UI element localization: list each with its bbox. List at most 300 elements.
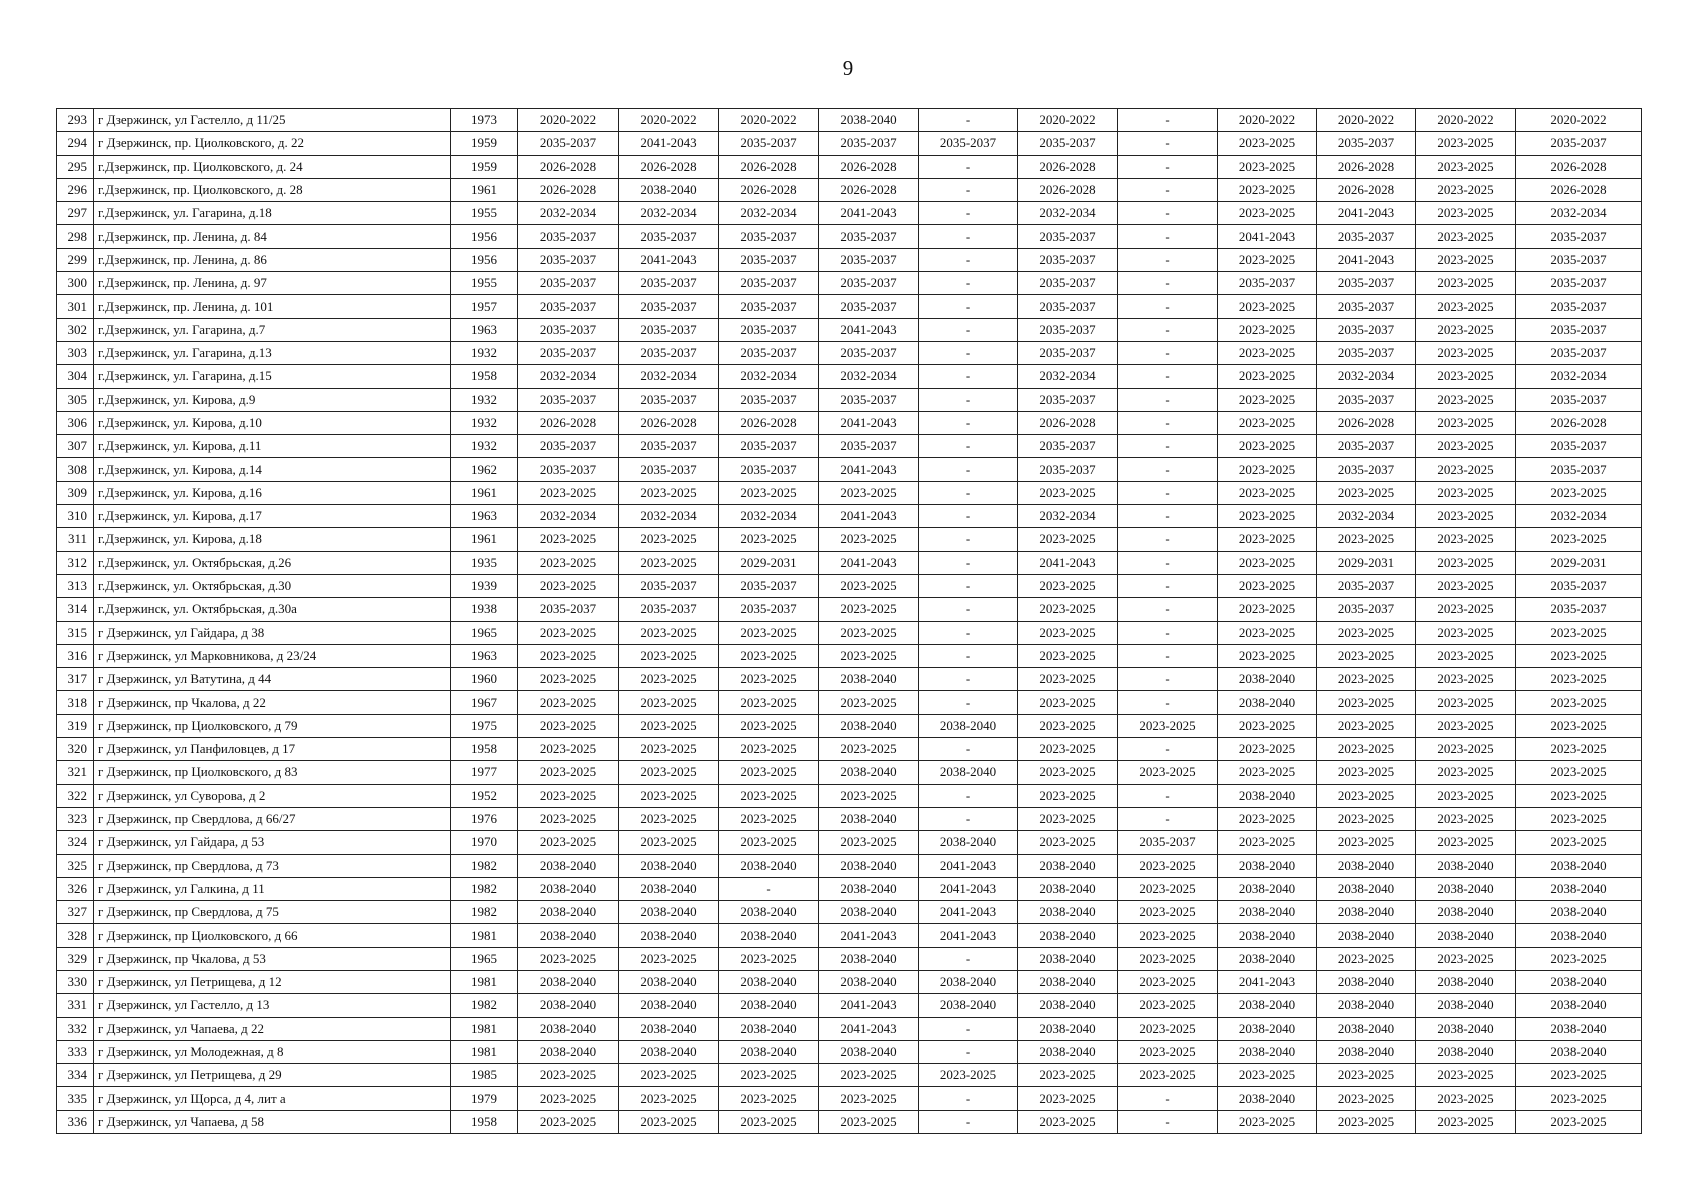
period-cell: 2023-2025 bbox=[1218, 435, 1317, 458]
period-cell: 2035-2037 bbox=[518, 132, 619, 155]
row-number: 293 bbox=[57, 109, 94, 132]
table-row bbox=[57, 1040, 1642, 1063]
period-cell: 2023-2025 bbox=[719, 668, 819, 691]
row-number: 300 bbox=[57, 272, 94, 295]
period-cell: 2023-2025 bbox=[1118, 994, 1218, 1017]
period-cell: 2023-2025 bbox=[1317, 1087, 1416, 1110]
table-row bbox=[57, 807, 1642, 830]
period-cell: - bbox=[1118, 1110, 1218, 1133]
period-cell: 2038-2040 bbox=[819, 854, 919, 877]
row-number: 335 bbox=[57, 1087, 94, 1110]
period-cell: 2038-2040 bbox=[1218, 994, 1317, 1017]
row-number: 295 bbox=[57, 155, 94, 178]
period-cell: 2023-2025 bbox=[1416, 318, 1516, 341]
year-cell: 1981 bbox=[451, 1040, 518, 1063]
period-cell: 2023-2025 bbox=[1317, 738, 1416, 761]
table-row bbox=[57, 505, 1642, 528]
period-cell: 2032-2034 bbox=[719, 365, 819, 388]
table-row bbox=[57, 970, 1642, 993]
row-number: 318 bbox=[57, 691, 94, 714]
period-cell: 2023-2025 bbox=[518, 528, 619, 551]
period-cell: 2023-2025 bbox=[1416, 388, 1516, 411]
address-cell: г.Дзержинск, ул. Кирова, д.17 bbox=[94, 505, 451, 528]
period-cell: 2038-2040 bbox=[1516, 1040, 1642, 1063]
period-cell: 2023-2025 bbox=[719, 481, 819, 504]
address-cell: г Дзержинск, пр Свердлова, д 66/27 bbox=[94, 807, 451, 830]
row-number: 328 bbox=[57, 924, 94, 947]
period-cell: - bbox=[919, 621, 1018, 644]
table-row bbox=[57, 109, 1642, 132]
period-cell: - bbox=[1118, 365, 1218, 388]
row-number: 306 bbox=[57, 411, 94, 434]
address-cell: г Дзержинск, ул Панфиловцев, д 17 bbox=[94, 738, 451, 761]
table-row bbox=[57, 947, 1642, 970]
period-cell: 2035-2037 bbox=[719, 295, 819, 318]
period-cell: 2023-2025 bbox=[1416, 225, 1516, 248]
year-cell: 1962 bbox=[451, 458, 518, 481]
period-cell: 2041-2043 bbox=[819, 1017, 919, 1040]
row-number: 314 bbox=[57, 598, 94, 621]
row-number: 312 bbox=[57, 551, 94, 574]
period-cell: 2041-2043 bbox=[919, 924, 1018, 947]
period-cell: - bbox=[1118, 178, 1218, 201]
period-cell: 2035-2037 bbox=[619, 574, 719, 597]
period-cell: 2038-2040 bbox=[619, 877, 719, 900]
period-cell: 2038-2040 bbox=[518, 901, 619, 924]
period-cell: 2026-2028 bbox=[518, 178, 619, 201]
address-cell: г Дзержинск, пр Циолковского, д 79 bbox=[94, 714, 451, 737]
address-cell: г Дзержинск, пр Циолковского, д 83 bbox=[94, 761, 451, 784]
period-cell: 2038-2040 bbox=[1416, 901, 1516, 924]
table-row bbox=[57, 854, 1642, 877]
period-cell: 2035-2037 bbox=[1317, 132, 1416, 155]
period-cell: - bbox=[919, 155, 1018, 178]
period-cell: 2032-2034 bbox=[518, 365, 619, 388]
period-cell: - bbox=[919, 784, 1018, 807]
period-cell: 2038-2040 bbox=[919, 761, 1018, 784]
period-cell: 2035-2037 bbox=[619, 295, 719, 318]
period-cell: 2023-2025 bbox=[619, 1064, 719, 1087]
address-cell: г.Дзержинск, ул. Гагарина, д.15 bbox=[94, 365, 451, 388]
period-cell: 2023-2025 bbox=[819, 831, 919, 854]
period-cell: 2035-2037 bbox=[619, 225, 719, 248]
period-cell: 2023-2025 bbox=[1218, 295, 1317, 318]
period-cell: 2023-2025 bbox=[1018, 621, 1118, 644]
period-cell: 2038-2040 bbox=[1218, 1040, 1317, 1063]
period-cell: 2038-2040 bbox=[1218, 1087, 1317, 1110]
period-cell: 2023-2025 bbox=[1416, 947, 1516, 970]
period-cell: 2035-2037 bbox=[1317, 458, 1416, 481]
period-cell: 2023-2025 bbox=[619, 807, 719, 830]
period-cell: 2038-2040 bbox=[1516, 970, 1642, 993]
period-cell: 2032-2034 bbox=[1317, 365, 1416, 388]
period-cell: 2038-2040 bbox=[1018, 877, 1118, 900]
period-cell: 2035-2037 bbox=[719, 598, 819, 621]
period-cell: - bbox=[919, 365, 1018, 388]
period-cell: 2023-2025 bbox=[619, 551, 719, 574]
year-cell: 1981 bbox=[451, 970, 518, 993]
period-cell: 2023-2025 bbox=[1416, 831, 1516, 854]
period-cell: - bbox=[1118, 551, 1218, 574]
period-cell: 2035-2037 bbox=[1516, 318, 1642, 341]
period-cell: 2023-2025 bbox=[518, 691, 619, 714]
period-cell: 2023-2025 bbox=[1218, 505, 1317, 528]
table-row bbox=[57, 994, 1642, 1017]
period-cell: 2023-2025 bbox=[719, 1087, 819, 1110]
period-cell: 2023-2025 bbox=[1416, 365, 1516, 388]
period-cell: - bbox=[1118, 481, 1218, 504]
row-number: 308 bbox=[57, 458, 94, 481]
period-cell: 2023-2025 bbox=[1317, 621, 1416, 644]
period-cell: 2035-2037 bbox=[1317, 388, 1416, 411]
period-cell: 2038-2040 bbox=[1416, 1040, 1516, 1063]
period-cell: - bbox=[919, 435, 1018, 458]
row-number: 296 bbox=[57, 178, 94, 201]
period-cell: 2023-2025 bbox=[518, 551, 619, 574]
period-cell: 2038-2040 bbox=[819, 668, 919, 691]
period-cell: 2023-2025 bbox=[1218, 1064, 1317, 1087]
period-cell: 2023-2025 bbox=[1416, 714, 1516, 737]
period-cell: 2023-2025 bbox=[819, 784, 919, 807]
period-cell: 2041-2043 bbox=[619, 248, 719, 271]
period-cell: 2035-2037 bbox=[1018, 341, 1118, 364]
period-cell: 2035-2037 bbox=[719, 341, 819, 364]
period-cell: 2026-2028 bbox=[1018, 178, 1118, 201]
period-cell: 2038-2040 bbox=[919, 970, 1018, 993]
period-cell: 2023-2025 bbox=[1516, 691, 1642, 714]
address-cell: г Дзержинск, ул Чапаева, д 22 bbox=[94, 1017, 451, 1040]
period-cell: 2023-2025 bbox=[1218, 318, 1317, 341]
address-cell: г.Дзержинск, ул. Кирова, д.18 bbox=[94, 528, 451, 551]
period-cell: 2038-2040 bbox=[619, 178, 719, 201]
row-number: 303 bbox=[57, 341, 94, 364]
period-cell: 2026-2028 bbox=[1516, 155, 1642, 178]
address-cell: г.Дзержинск, ул. Гагарина, д.13 bbox=[94, 341, 451, 364]
table-row bbox=[57, 435, 1642, 458]
year-cell: 1958 bbox=[451, 365, 518, 388]
period-cell: 2035-2037 bbox=[518, 225, 619, 248]
period-cell: 2023-2025 bbox=[819, 644, 919, 667]
period-cell: 2035-2037 bbox=[819, 272, 919, 295]
period-cell: 2023-2025 bbox=[1416, 505, 1516, 528]
table-row bbox=[57, 714, 1642, 737]
period-cell: 2035-2037 bbox=[719, 318, 819, 341]
period-cell: 2023-2025 bbox=[1218, 458, 1317, 481]
period-cell: 2038-2040 bbox=[1018, 924, 1118, 947]
period-cell: 2023-2025 bbox=[1416, 248, 1516, 271]
period-cell: 2023-2025 bbox=[619, 668, 719, 691]
period-cell: - bbox=[1118, 341, 1218, 364]
period-cell: - bbox=[919, 202, 1018, 225]
period-cell: 2041-2043 bbox=[619, 132, 719, 155]
period-cell: 2035-2037 bbox=[518, 388, 619, 411]
period-cell: - bbox=[919, 691, 1018, 714]
period-cell: 2038-2040 bbox=[619, 1040, 719, 1063]
table-row bbox=[57, 272, 1642, 295]
period-cell: 2026-2028 bbox=[1516, 411, 1642, 434]
period-cell: - bbox=[919, 1110, 1018, 1133]
period-cell: 2023-2025 bbox=[719, 761, 819, 784]
period-cell: 2020-2022 bbox=[1317, 109, 1416, 132]
period-cell: 2038-2040 bbox=[1516, 901, 1642, 924]
period-cell: 2041-2043 bbox=[1218, 970, 1317, 993]
table-row bbox=[57, 901, 1642, 924]
period-cell: 2020-2022 bbox=[1018, 109, 1118, 132]
year-cell: 1982 bbox=[451, 854, 518, 877]
row-number: 298 bbox=[57, 225, 94, 248]
period-cell: 2023-2025 bbox=[1218, 761, 1317, 784]
period-cell: - bbox=[919, 551, 1018, 574]
period-cell: - bbox=[919, 295, 1018, 318]
row-number: 326 bbox=[57, 877, 94, 900]
period-cell: 2035-2037 bbox=[518, 295, 619, 318]
period-cell: 2023-2025 bbox=[819, 574, 919, 597]
period-cell: 2035-2037 bbox=[1317, 225, 1416, 248]
period-cell: 2023-2025 bbox=[719, 1110, 819, 1133]
period-cell: 2038-2040 bbox=[1018, 854, 1118, 877]
period-cell: 2023-2025 bbox=[1018, 598, 1118, 621]
year-cell: 1956 bbox=[451, 248, 518, 271]
address-cell: г Дзержинск, ул Молодежная, д 8 bbox=[94, 1040, 451, 1063]
period-cell: 2038-2040 bbox=[619, 1017, 719, 1040]
period-cell: 2023-2025 bbox=[1118, 947, 1218, 970]
period-cell: 2023-2025 bbox=[518, 714, 619, 737]
period-cell: - bbox=[1118, 155, 1218, 178]
period-cell: 2038-2040 bbox=[1317, 924, 1416, 947]
period-cell: - bbox=[919, 574, 1018, 597]
period-cell: 2035-2037 bbox=[1317, 318, 1416, 341]
row-number: 307 bbox=[57, 435, 94, 458]
address-cell: г Дзержинск, ул Петрищева, д 12 bbox=[94, 970, 451, 993]
period-cell: 2023-2025 bbox=[1516, 528, 1642, 551]
period-cell: 2038-2040 bbox=[1218, 924, 1317, 947]
period-cell: 2023-2025 bbox=[518, 1064, 619, 1087]
period-cell: - bbox=[719, 877, 819, 900]
row-number: 313 bbox=[57, 574, 94, 597]
address-cell: г Дзержинск, пр Циолковского, д 66 bbox=[94, 924, 451, 947]
period-cell: 2023-2025 bbox=[1317, 784, 1416, 807]
period-cell: 2023-2025 bbox=[1516, 807, 1642, 830]
address-cell: г.Дзержинск, ул. Кирова, д.9 bbox=[94, 388, 451, 411]
table-row bbox=[57, 365, 1642, 388]
period-cell: 2038-2040 bbox=[819, 807, 919, 830]
year-cell: 1961 bbox=[451, 481, 518, 504]
table-row bbox=[57, 644, 1642, 667]
period-cell: 2035-2037 bbox=[619, 388, 719, 411]
period-cell: 2023-2025 bbox=[1018, 528, 1118, 551]
period-cell: 2023-2025 bbox=[1416, 178, 1516, 201]
row-number: 323 bbox=[57, 807, 94, 830]
period-cell: 2041-2043 bbox=[819, 994, 919, 1017]
period-cell: - bbox=[919, 341, 1018, 364]
period-cell: 2023-2025 bbox=[1317, 481, 1416, 504]
period-cell: 2032-2034 bbox=[619, 365, 719, 388]
period-cell: 2023-2025 bbox=[719, 528, 819, 551]
period-cell: 2035-2037 bbox=[719, 435, 819, 458]
period-cell: - bbox=[919, 1017, 1018, 1040]
table-row bbox=[57, 248, 1642, 271]
period-cell: 2023-2025 bbox=[1018, 1064, 1118, 1087]
period-cell: 2038-2040 bbox=[819, 714, 919, 737]
period-cell: 2035-2037 bbox=[1317, 272, 1416, 295]
period-cell: 2038-2040 bbox=[1317, 1017, 1416, 1040]
period-cell: 2032-2034 bbox=[1018, 505, 1118, 528]
period-cell: 2023-2025 bbox=[719, 831, 819, 854]
period-cell: 2026-2028 bbox=[719, 411, 819, 434]
row-number: 322 bbox=[57, 784, 94, 807]
period-cell: 2023-2025 bbox=[1416, 598, 1516, 621]
year-cell: 1981 bbox=[451, 924, 518, 947]
period-cell: 2023-2025 bbox=[619, 784, 719, 807]
period-cell: 2035-2037 bbox=[1516, 248, 1642, 271]
period-cell: 2026-2028 bbox=[1317, 155, 1416, 178]
period-cell: 2035-2037 bbox=[619, 458, 719, 481]
period-cell: - bbox=[919, 178, 1018, 201]
period-cell: 2038-2040 bbox=[1416, 994, 1516, 1017]
period-cell: 2023-2025 bbox=[1218, 1110, 1317, 1133]
table-row bbox=[57, 341, 1642, 364]
row-number: 301 bbox=[57, 295, 94, 318]
period-cell: 2032-2034 bbox=[518, 202, 619, 225]
period-cell: 2035-2037 bbox=[1516, 341, 1642, 364]
period-cell: 2038-2040 bbox=[1317, 854, 1416, 877]
period-cell: 2035-2037 bbox=[1317, 295, 1416, 318]
year-cell: 1958 bbox=[451, 1110, 518, 1133]
address-cell: г Дзержинск, ул Марковникова, д 23/24 bbox=[94, 644, 451, 667]
period-cell: 2023-2025 bbox=[518, 807, 619, 830]
period-cell: 2023-2025 bbox=[1416, 1087, 1516, 1110]
period-cell: - bbox=[919, 225, 1018, 248]
period-cell: 2038-2040 bbox=[1516, 994, 1642, 1017]
year-cell: 1963 bbox=[451, 318, 518, 341]
row-number: 317 bbox=[57, 668, 94, 691]
period-cell: 2038-2040 bbox=[1218, 947, 1317, 970]
period-cell: 2023-2025 bbox=[1516, 947, 1642, 970]
period-cell: 2038-2040 bbox=[719, 970, 819, 993]
table-row bbox=[57, 318, 1642, 341]
period-cell: 2023-2025 bbox=[819, 598, 919, 621]
row-number: 302 bbox=[57, 318, 94, 341]
period-cell: 2038-2040 bbox=[819, 761, 919, 784]
period-cell: - bbox=[1118, 202, 1218, 225]
row-number: 310 bbox=[57, 505, 94, 528]
period-cell: 2038-2040 bbox=[1218, 668, 1317, 691]
period-cell: 2038-2040 bbox=[619, 854, 719, 877]
period-cell: 2023-2025 bbox=[1018, 784, 1118, 807]
period-cell: - bbox=[919, 1040, 1018, 1063]
period-cell: 2023-2025 bbox=[1218, 155, 1317, 178]
period-cell: 2026-2028 bbox=[1018, 411, 1118, 434]
row-number: 304 bbox=[57, 365, 94, 388]
row-number: 311 bbox=[57, 528, 94, 551]
period-cell: - bbox=[1118, 505, 1218, 528]
period-cell: 2023-2025 bbox=[619, 831, 719, 854]
period-cell: 2023-2025 bbox=[1218, 831, 1317, 854]
period-cell: 2023-2025 bbox=[1218, 388, 1317, 411]
period-cell: 2023-2025 bbox=[919, 1064, 1018, 1087]
period-cell: 2035-2037 bbox=[819, 388, 919, 411]
row-number: 329 bbox=[57, 947, 94, 970]
period-cell: 2023-2025 bbox=[1118, 901, 1218, 924]
period-cell: 2032-2034 bbox=[1018, 365, 1118, 388]
period-cell: 2038-2040 bbox=[819, 109, 919, 132]
period-cell: 2023-2025 bbox=[619, 714, 719, 737]
period-cell: 2023-2025 bbox=[1018, 644, 1118, 667]
period-cell: 2035-2037 bbox=[1516, 295, 1642, 318]
address-cell: г Дзержинск, ул Гайдара, д 53 bbox=[94, 831, 451, 854]
period-cell: 2023-2025 bbox=[518, 947, 619, 970]
year-cell: 1981 bbox=[451, 1017, 518, 1040]
period-cell: 2026-2028 bbox=[1317, 178, 1416, 201]
table-row bbox=[57, 178, 1642, 201]
period-cell: - bbox=[1118, 109, 1218, 132]
period-cell: 2023-2025 bbox=[619, 691, 719, 714]
period-cell: 2023-2025 bbox=[719, 1064, 819, 1087]
table-row bbox=[57, 155, 1642, 178]
period-cell: 2035-2037 bbox=[819, 295, 919, 318]
period-cell: 2023-2025 bbox=[1018, 1110, 1118, 1133]
period-cell: 2038-2040 bbox=[1218, 901, 1317, 924]
period-cell: 2038-2040 bbox=[1416, 924, 1516, 947]
address-cell: г Дзержинск, пр Свердлова, д 75 bbox=[94, 901, 451, 924]
period-cell: 2020-2022 bbox=[619, 109, 719, 132]
row-number: 336 bbox=[57, 1110, 94, 1133]
period-cell: 2023-2025 bbox=[1218, 551, 1317, 574]
period-cell: 2035-2037 bbox=[819, 225, 919, 248]
period-cell: 2023-2025 bbox=[1416, 155, 1516, 178]
period-cell: - bbox=[1118, 807, 1218, 830]
table-row bbox=[57, 924, 1642, 947]
period-cell: 2035-2037 bbox=[1018, 435, 1118, 458]
period-cell: 2035-2037 bbox=[819, 435, 919, 458]
period-cell: 2023-2025 bbox=[1416, 528, 1516, 551]
period-cell: - bbox=[919, 388, 1018, 411]
period-cell: 2035-2037 bbox=[819, 341, 919, 364]
address-cell: г Дзержинск, ул Гастелло, д 13 bbox=[94, 994, 451, 1017]
period-cell: 2023-2025 bbox=[1516, 738, 1642, 761]
period-cell: 2020-2022 bbox=[1416, 109, 1516, 132]
period-cell: 2023-2025 bbox=[1416, 1064, 1516, 1087]
period-cell: - bbox=[919, 644, 1018, 667]
period-cell: 2038-2040 bbox=[1317, 1040, 1416, 1063]
period-cell: 2023-2025 bbox=[1516, 644, 1642, 667]
period-cell: 2026-2028 bbox=[1018, 155, 1118, 178]
year-cell: 1961 bbox=[451, 528, 518, 551]
period-cell: 2035-2037 bbox=[1516, 388, 1642, 411]
period-cell: 2038-2040 bbox=[919, 714, 1018, 737]
row-number: 299 bbox=[57, 248, 94, 271]
address-cell: г Дзержинск, ул Щорса, д 4, лит а bbox=[94, 1087, 451, 1110]
period-cell: 2023-2025 bbox=[1018, 691, 1118, 714]
table-row bbox=[57, 761, 1642, 784]
period-cell: 2026-2028 bbox=[819, 155, 919, 178]
period-cell: 2038-2040 bbox=[1218, 1017, 1317, 1040]
period-cell: 2035-2037 bbox=[719, 132, 819, 155]
period-cell: 2035-2037 bbox=[1516, 458, 1642, 481]
period-cell: 2023-2025 bbox=[1516, 621, 1642, 644]
year-cell: 1979 bbox=[451, 1087, 518, 1110]
year-cell: 1955 bbox=[451, 272, 518, 295]
row-number: 320 bbox=[57, 738, 94, 761]
period-cell: - bbox=[1118, 528, 1218, 551]
period-cell: - bbox=[1118, 784, 1218, 807]
period-cell: 2023-2025 bbox=[619, 481, 719, 504]
period-cell: 2023-2025 bbox=[518, 1087, 619, 1110]
period-cell: 2023-2025 bbox=[1218, 621, 1317, 644]
period-cell: 2026-2028 bbox=[518, 155, 619, 178]
period-cell: - bbox=[1118, 574, 1218, 597]
period-cell: 2023-2025 bbox=[1317, 807, 1416, 830]
